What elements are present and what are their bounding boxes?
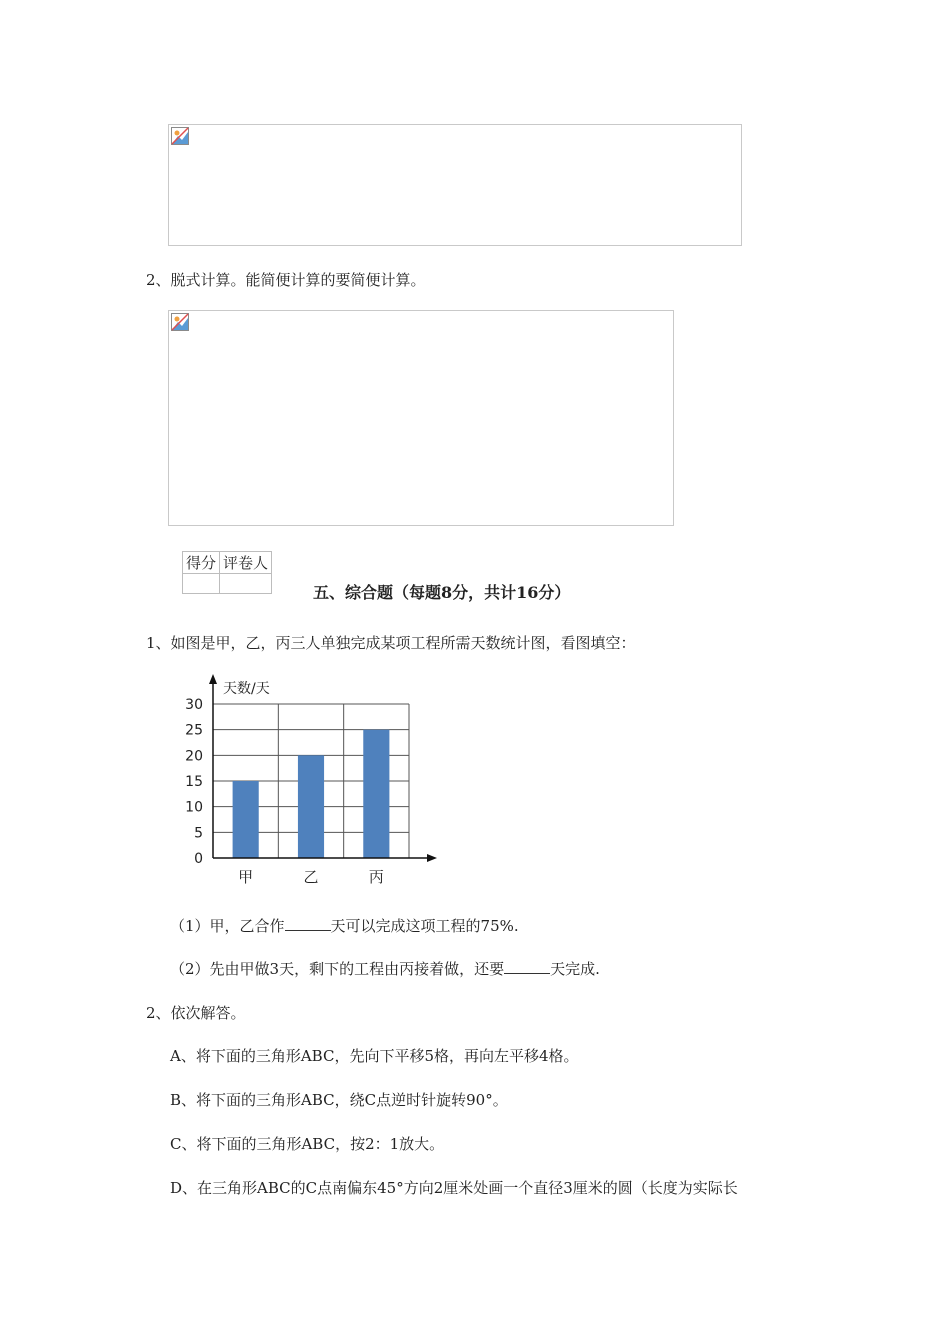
y-tick-label: 15 xyxy=(185,774,203,790)
x-tick-label: 乙 xyxy=(303,868,319,886)
question-2-a: A、将下面的三角形ABC，先向下平移5格，再向左平移4格。 xyxy=(170,1047,579,1065)
y-tick-label: 30 xyxy=(185,697,203,713)
image-placeholder-2 xyxy=(168,310,674,526)
bar-1 xyxy=(233,781,259,858)
calc-question-2: 2、脱式计算。能简便计算的要简便计算。 xyxy=(146,271,426,289)
score-header: 得分 xyxy=(183,552,220,574)
y-tick-label: 20 xyxy=(185,748,203,765)
score-table xyxy=(182,551,272,594)
question-2-b: B、将下面的三角形ABC，绕C点逆时针旋转90°。 xyxy=(170,1091,508,1109)
question-2: 2、依次解答。 xyxy=(146,1004,246,1022)
q1-part1-after: 天可以完成这项工程的75%. xyxy=(330,917,519,935)
y-tick-label: 0 xyxy=(194,851,203,867)
days-bar-chart xyxy=(175,670,445,890)
y-tick-label: 5 xyxy=(194,825,203,842)
question-2-c: C、将下面的三角形ABC，按2：1放大。 xyxy=(170,1135,445,1153)
image-placeholder-1 xyxy=(168,124,742,246)
grader-header: 评卷人 xyxy=(220,552,272,574)
x-tick-label: 丙 xyxy=(368,868,384,886)
section-5-title: 五、综合题（每题8分，共计16分） xyxy=(313,583,571,602)
broken-image-icon xyxy=(171,127,189,145)
grader-cell xyxy=(220,574,272,594)
question-1: 1、如图是甲，乙，丙三人单独完成某项工程所需天数统计图，看图填空： xyxy=(146,634,636,652)
y-tick-label: 10 xyxy=(185,799,203,816)
question-1-part-1 xyxy=(170,916,519,936)
x-axis-arrow xyxy=(427,854,437,862)
x-tick-label: 甲 xyxy=(238,868,254,886)
bar-3 xyxy=(363,730,389,858)
q1-part2-before: （2）先由甲做3天，剩下的工程由丙接着做，还要 xyxy=(170,960,505,978)
q1-part1-before: （1）甲，乙合作 xyxy=(170,917,285,935)
y-axis-arrow xyxy=(209,674,217,684)
broken-image-icon xyxy=(171,313,189,331)
answer-blank-2[interactable] xyxy=(504,959,550,974)
question-2-d: D、在三角形ABC的C点南偏东45°方向2厘米处画一个直径3厘米的圆（长度为实际长 xyxy=(170,1179,738,1197)
answer-blank-1[interactable] xyxy=(285,916,331,931)
y-axis-label: 天数/天 xyxy=(223,681,270,697)
y-tick-label: 25 xyxy=(185,722,203,739)
question-1-part-2 xyxy=(170,959,600,979)
bar-2 xyxy=(298,755,324,858)
q1-part2-after: 天完成. xyxy=(550,960,600,978)
score-cell xyxy=(183,574,220,594)
